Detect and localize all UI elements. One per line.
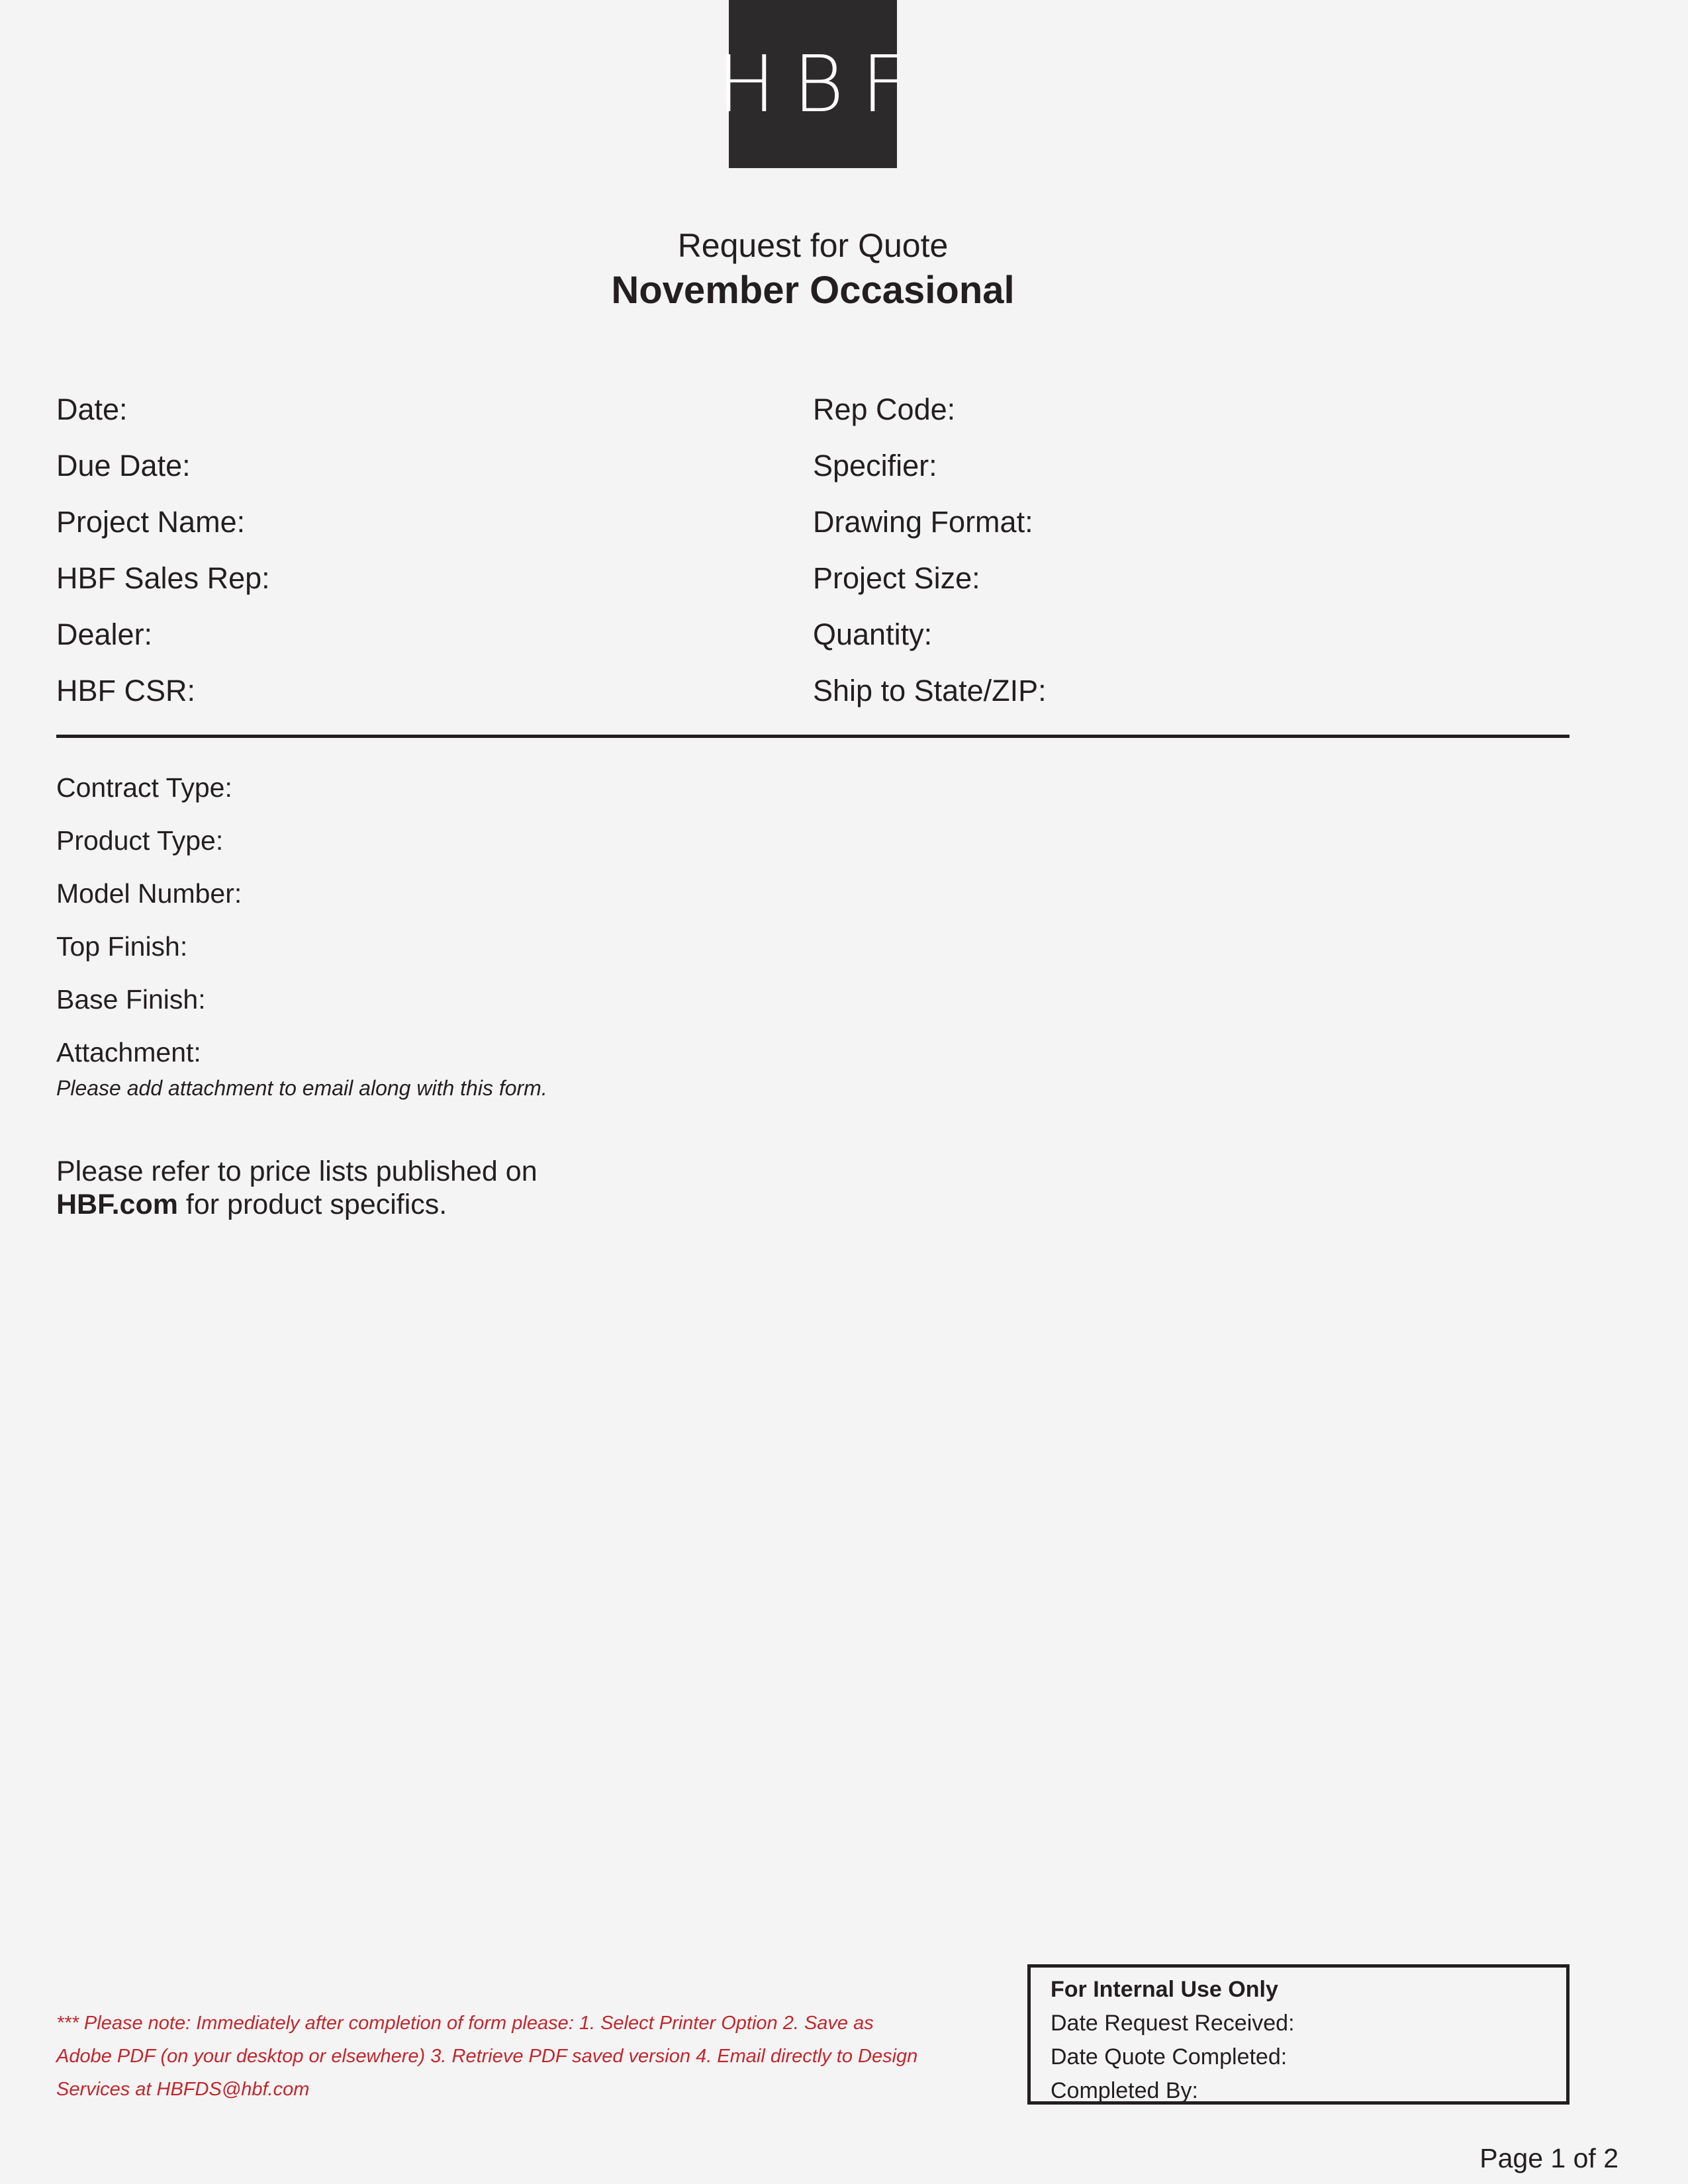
submission-instructions: *** Please note: Immediately after completion of form please: 1. Select Printer Option 2. Save as Adobe PDF (on your desktop or elsewhere) 3. Retrieve PDF saved version 4. Email directly to Design Services at HBFDS@hbf.com xyxy=(56,2013,918,2100)
base-finish-field-label: Base Finish: xyxy=(56,984,206,1015)
drawing-format-field-label: Drawing Format: xyxy=(813,505,1033,539)
form-title: November Occasional xyxy=(611,269,1015,312)
dealer-field-label: Dealer: xyxy=(56,617,153,651)
attachment-field-label: Attachment: xyxy=(56,1037,201,1068)
sales-rep-field-label: HBF Sales Rep: xyxy=(56,561,270,595)
date-request-received-label: Date Request Received: xyxy=(1051,2011,1295,2036)
internal-use-box xyxy=(1027,1964,1570,2105)
project-name-field-label: Project Name: xyxy=(56,505,246,539)
completed-by-label: Completed By: xyxy=(1051,2078,1198,2103)
page-number: Page 1 of 2 xyxy=(1479,2143,1618,2173)
date-field-label: Date: xyxy=(56,392,128,426)
project-fields-left xyxy=(56,381,270,719)
price-list-reference xyxy=(56,1155,538,1221)
section-divider xyxy=(56,735,1570,738)
project-fields-right xyxy=(813,381,1047,719)
product-type-field-label: Product Type: xyxy=(56,825,224,856)
date-quote-completed-label: Date Quote Completed: xyxy=(1051,2044,1288,2070)
ship-to-field-label: Ship to State/ZIP: xyxy=(813,674,1047,707)
rep-code-field-label: Rep Code: xyxy=(813,392,956,426)
due-date-field-label: Due Date: xyxy=(56,449,191,482)
internal-use-heading: For Internal Use Only xyxy=(1051,1977,1278,2002)
specifier-field-label: Specifier: xyxy=(813,449,937,482)
csr-field-label: HBF CSR: xyxy=(56,674,196,707)
hbf-logo: HBF xyxy=(729,0,897,168)
quantity-field-label: Quantity: xyxy=(813,617,933,651)
hbf-website-link[interactable]: HBF.com xyxy=(56,1189,178,1220)
attachment-note: Please add attachment to email along with this form. xyxy=(56,1076,547,1100)
project-size-field-label: Project Size: xyxy=(813,561,980,595)
form-subtitle: Request for Quote xyxy=(677,227,949,264)
price-list-text: Please refer to price lists published on xyxy=(56,1156,538,1187)
model-number-field-label: Model Number: xyxy=(56,878,242,909)
price-list-text-rest: for product specifics. xyxy=(177,1189,447,1220)
top-finish-field-label: Top Finish: xyxy=(56,931,188,962)
contract-type-field-label: Contract Type: xyxy=(56,772,232,803)
product-fields xyxy=(56,761,242,1079)
